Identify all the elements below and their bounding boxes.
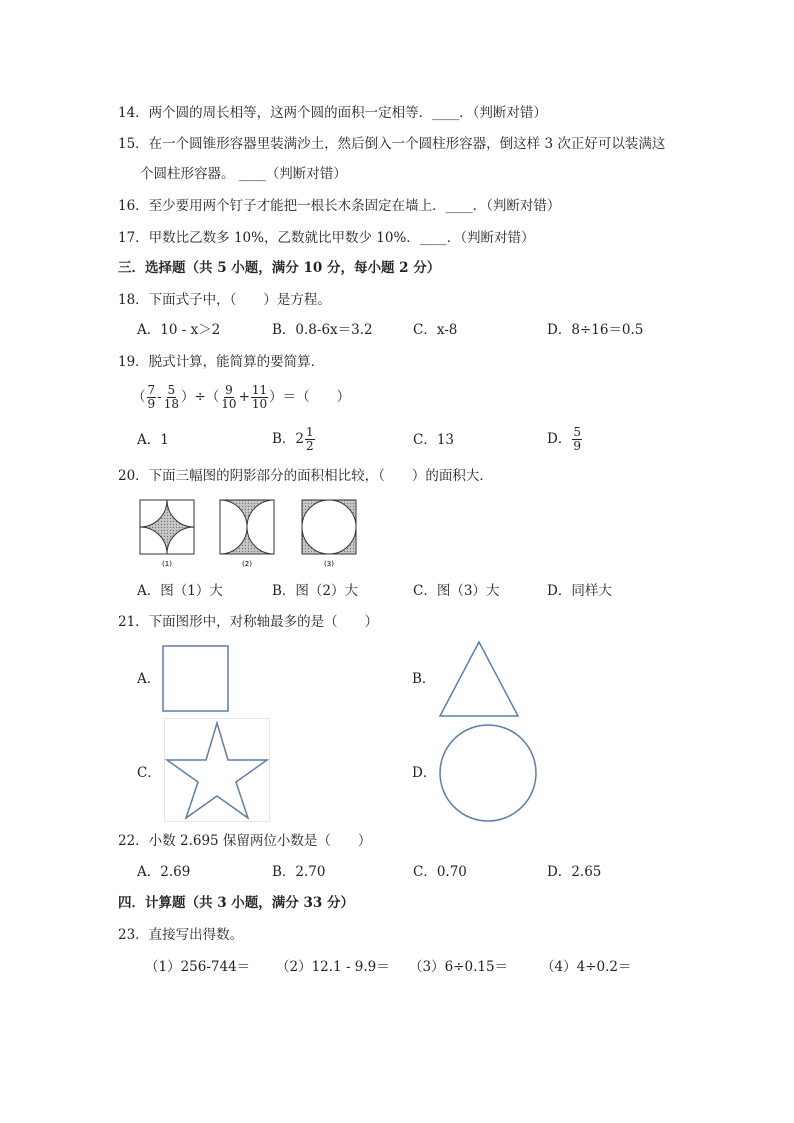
question-18-stem: 18．下面式子中，（ ）是方程。 <box>118 292 331 308</box>
q18-option-a[interactable]: A．10 - x＞2 <box>137 322 221 338</box>
q22-option-c[interactable]: C．0.70 <box>413 864 467 880</box>
question-14: 14．两个圆的周长相等，这两个圆的面积一定相等．____．（判断对错） <box>118 105 547 121</box>
question-17: 17．甲数比乙数多 10%，乙数就比甲数少 10%．____．（判断对错） <box>118 230 535 246</box>
section-4-heading: 四．计算题（共 3 小题，满分 33 分） <box>118 895 354 911</box>
question-15-line2: 个圆柱形容器。 ____（判断对错） <box>140 166 347 182</box>
question-22-stem: 22．小数 2.695 保留两位小数是（ ） <box>118 833 372 849</box>
fraction-11-10: $\frac{11}{10}$ <box>251 383 268 411</box>
q20-option-b[interactable]: B．图（2）大 <box>272 583 359 599</box>
q20-option-a[interactable]: A．图（1）大 <box>137 583 223 599</box>
q21-circle-shape[interactable] <box>436 722 540 826</box>
figure-3-label: (3) <box>324 560 334 568</box>
question-16: 16．至少要用两个钉子才能把一根长木条固定在墙上．____．（判断对错） <box>118 198 561 214</box>
q18-option-d[interactable]: D．8÷16＝0.5 <box>547 322 644 338</box>
q19-option-a[interactable]: A．1 <box>137 432 169 448</box>
figure-1 <box>140 500 194 554</box>
q22-option-b[interactable]: B．2.70 <box>272 864 326 880</box>
q21-star-shape[interactable] <box>164 718 270 822</box>
q21-square-shape[interactable] <box>162 645 230 713</box>
q20-figures <box>136 496 376 570</box>
figure-1-label: (1) <box>162 560 172 568</box>
q23-item-2: （2）12.1 - 9.9＝ <box>276 959 390 975</box>
question-21-stem: 21．下面图形中，对称轴最多的是（ ） <box>118 614 379 630</box>
q18-option-b[interactable]: B．0.8-6x＝3.2 <box>272 322 373 338</box>
q23-item-4: （4）4÷0.2＝ <box>541 959 632 975</box>
question-20-stem: 20．下面三幅图的阴影部分的面积相比较，（ ）的面积大． <box>118 468 493 484</box>
q20-option-c[interactable]: C．图（3）大 <box>413 583 500 599</box>
q23-item-1: （1）256-744＝ <box>145 959 251 975</box>
q19-expression: （ $\frac{7}{9}$ - $\frac{5}{18}$ ）÷（ $\frac{9}{10}$ + $\frac{11}{10}$ ）＝（ ） <box>132 383 351 411</box>
figure-3 <box>302 500 356 554</box>
q21-label-d[interactable]: D． <box>412 765 437 781</box>
q21-triangle-shape[interactable] <box>438 640 520 718</box>
section-3-heading: 三．选择题（共 5 小题，满分 10 分，每小题 2 分） <box>118 260 441 276</box>
figure-2 <box>220 500 274 554</box>
q22-option-a[interactable]: A．2.69 <box>137 864 191 880</box>
figure-2-label: (2) <box>242 560 252 568</box>
fraction-5-18: $\frac{5}{18}$ <box>163 383 179 411</box>
fraction-7-9: $\frac{7}{9}$ <box>147 383 156 411</box>
q19-option-d[interactable]: D． $\frac{5}{9}$ <box>547 425 581 453</box>
q22-option-d[interactable]: D．2.65 <box>547 864 602 880</box>
q18-option-c[interactable]: C．x-8 <box>413 322 458 338</box>
question-19-stem: 19．脱式计算，能简算的要简算． <box>118 354 325 370</box>
question-15-line1: 15．在一个圆锥形容器里装满沙土，然后倒入一个圆柱形容器，倒这样 3 次正好可以装满这 <box>118 136 666 152</box>
q21-label-c[interactable]: C． <box>137 765 161 781</box>
question-23-stem: 23．直接写出得数。 <box>118 927 244 943</box>
q23-item-3: （3）6÷0.15＝ <box>409 959 509 975</box>
q21-label-a[interactable]: A． <box>137 671 161 687</box>
q19-option-b[interactable]: B．2 $\frac{1}{2}$ <box>272 425 314 453</box>
q19-option-c[interactable]: C．13 <box>413 432 455 448</box>
fraction-9-10: $\frac{9}{10}$ <box>221 383 237 411</box>
q21-label-b[interactable]: B． <box>412 671 436 687</box>
q20-option-d[interactable]: D．同样大 <box>547 583 612 599</box>
